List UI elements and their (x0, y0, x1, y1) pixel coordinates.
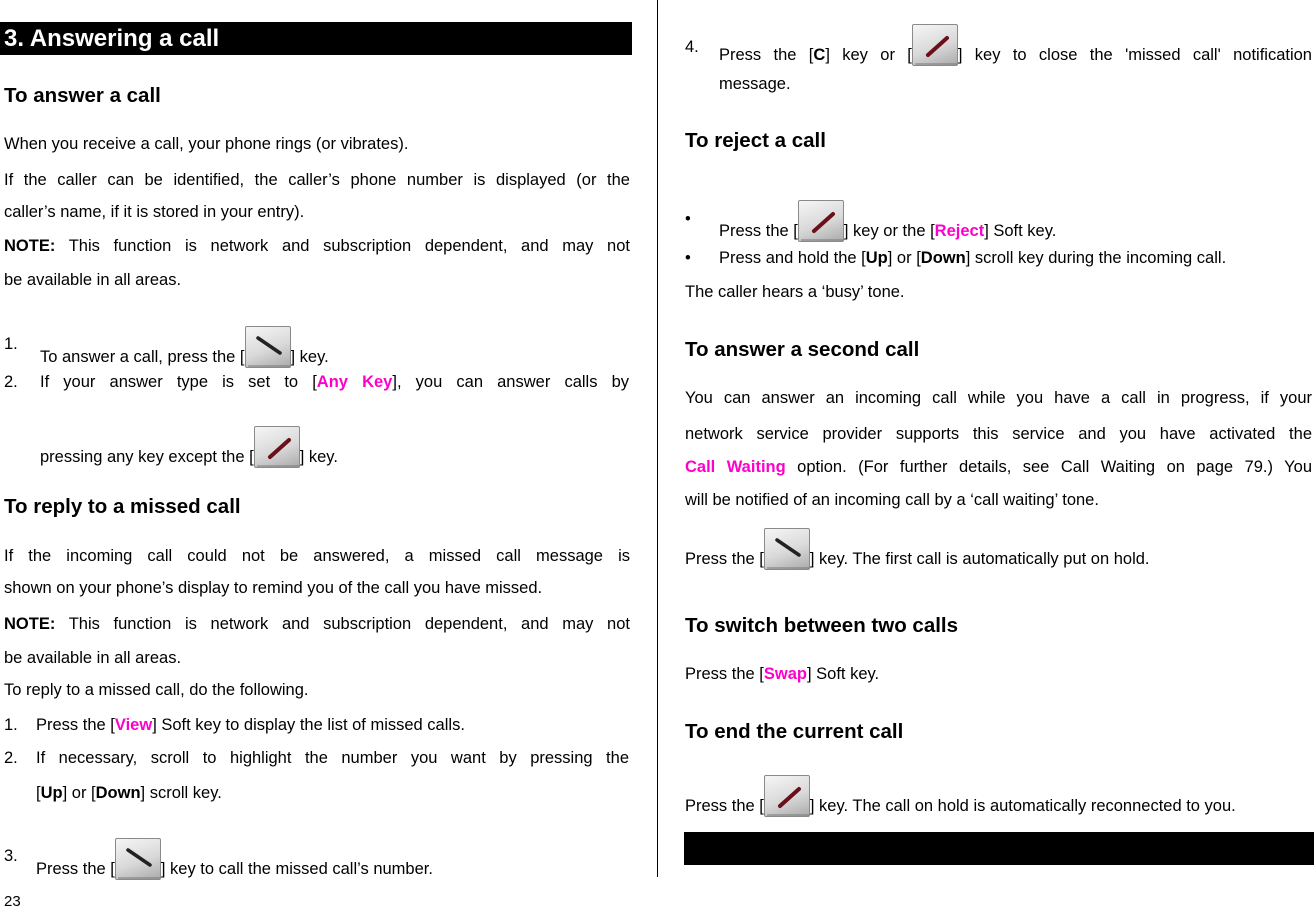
call-waiting-label: Call Waiting (685, 458, 786, 476)
page-number: 23 (4, 893, 21, 910)
end-key-icon (798, 200, 844, 242)
heading-second-call: To answer a second call (685, 338, 920, 361)
reply-1-pre: Press the [ (36, 716, 115, 734)
bullet-dot: • (685, 210, 691, 228)
reject-2-post: ] scroll key during the incoming call. (965, 249, 1227, 267)
second-para-a: You can answer an incoming call while you have a call in progress, if your (685, 389, 1312, 407)
step-1-pre: To answer a call, press the [ (40, 348, 245, 366)
para-caller-b: caller’s name, if it is stored in your entry). (4, 203, 305, 221)
column-divider (657, 0, 658, 877)
c-key-label: C (813, 46, 826, 64)
step-2b (40, 426, 338, 468)
reject-1-post: ] Soft key. (984, 222, 1057, 240)
reply-2b-pre: [ (36, 784, 41, 802)
bullet-dot: • (685, 249, 691, 267)
second-para-d: will be notified of an incoming call by a ‘call waiting’ tone. (685, 491, 1099, 509)
reject-bullet-2 (719, 249, 1226, 268)
end-post: ] key. The call on hold is automatically reconnected to you. (809, 797, 1236, 815)
reply-2b-post: ] scroll key. (140, 784, 222, 802)
reply-4-mid: ] key or [ (825, 46, 912, 64)
reject-2-mid: ] or [ (887, 249, 921, 267)
reply-2b-mid: ] or [ (62, 784, 96, 802)
reply-4-num: 4. (685, 38, 699, 56)
reply-4-pre: Press the [ (719, 46, 814, 64)
section-title: 3. Answering a call (0, 22, 632, 55)
heading-missed-call: To reply to a missed call (4, 495, 241, 518)
reply-3 (36, 838, 433, 880)
step-1-num: 1. (4, 335, 18, 353)
end-key-icon (764, 775, 810, 817)
step-2a (40, 366, 629, 398)
reply-3-pre: Press the [ (36, 860, 115, 878)
step-2-pre: If your answer type is set to [ (40, 373, 317, 391)
reply-3-post: ] key to call the missed call’s number. (160, 860, 433, 878)
switch-post: ] Soft key. (806, 665, 880, 683)
heading-reject-call: To reject a call (685, 129, 826, 152)
send-key-icon (245, 326, 291, 368)
heading-end-call: To end the current call (685, 720, 904, 743)
reply-2b (36, 784, 222, 803)
down-key-label: Down (95, 784, 141, 802)
second-para-b: network service provider supports this service and you have activated the (685, 425, 1312, 443)
heading-answer-call: To answer a call (4, 84, 161, 107)
swap-label: Swap (763, 665, 807, 683)
para-caller-a: If the caller can be identified, the caller’s phone number is displayed (or the (4, 171, 630, 189)
reject-1-pre: Press the [ (719, 222, 798, 240)
reply-1-post: ] Soft key to display the list of missed calls. (152, 716, 465, 734)
note-text: This function is network and subscription dependent, and may not (55, 237, 630, 255)
reply-2a: If necessary, scroll to highlight the number you want by pressing the (36, 749, 629, 767)
second-press-pre: Press the [ (685, 550, 764, 568)
any-key-label: Any Key (316, 373, 393, 391)
second-press-post: ] key. The first call is automatically put on hold. (809, 550, 1150, 568)
bottom-bar (684, 832, 1314, 865)
reply-4b: message. (719, 75, 791, 93)
note-2a (4, 608, 630, 640)
reject-after: The caller hears a ‘busy’ tone. (685, 283, 905, 301)
missed-para-b: shown on your phone’s display to remind you of the call you have missed. (4, 579, 543, 597)
up-key-label: Up (865, 249, 888, 267)
second-press (685, 528, 1150, 570)
reply-3-num: 3. (4, 847, 18, 865)
reject-1-mid: ] key or the [ (843, 222, 935, 240)
note-label: NOTE: (4, 237, 56, 255)
note-2-text: This function is network and subscription dependent, and may not (55, 615, 630, 633)
send-key-icon (764, 528, 810, 570)
view-label: View (114, 716, 153, 734)
reject-label: Reject (934, 222, 985, 240)
reply-4-post: ] key to close the 'missed call' notification (957, 46, 1312, 64)
note-1a (4, 230, 630, 262)
step-2b-pre: pressing any key except the [ (40, 448, 254, 466)
end-key-icon (912, 24, 958, 66)
switch-pre: Press the [ (685, 665, 764, 683)
reply-2-num: 2. (4, 749, 18, 767)
note-2-label: NOTE: (4, 615, 56, 633)
second-para-c (685, 451, 1312, 483)
step-1 (40, 326, 329, 368)
para-receive: When you receive a call, your phone rings (or vibrates). (4, 135, 409, 153)
note-1b: be available in all areas. (4, 271, 182, 289)
reject-2-pre: Press and hold the [ (719, 249, 866, 267)
end-pre: Press the [ (685, 797, 764, 815)
up-key-label: Up (40, 784, 63, 802)
end-key-icon (254, 426, 300, 468)
missed-para-a: If the incoming call could not be answered, a missed call message is (4, 547, 630, 565)
step-2-num: 2. (4, 373, 18, 391)
end-para (685, 775, 1236, 817)
reply-4a (719, 24, 1312, 76)
heading-switch-calls: To switch between two calls (685, 614, 959, 637)
step-2-post: ], you can answer calls by (392, 373, 629, 391)
step-1-post: ] key. (290, 348, 329, 366)
reject-bullet-1 (719, 200, 1056, 242)
step-2b-post: ] key. (299, 448, 338, 466)
note-2b: be available in all areas. (4, 649, 182, 667)
send-key-icon (115, 838, 161, 880)
missed-steps-intro: To reply to a missed call, do the following. (4, 681, 309, 699)
second-para-c-text: option. (For further details, see Call Waiting on page 79.) You (785, 458, 1312, 476)
down-key-label: Down (920, 249, 966, 267)
switch-para (685, 665, 879, 684)
reply-1-num: 1. (4, 716, 18, 734)
reply-1 (36, 716, 465, 735)
